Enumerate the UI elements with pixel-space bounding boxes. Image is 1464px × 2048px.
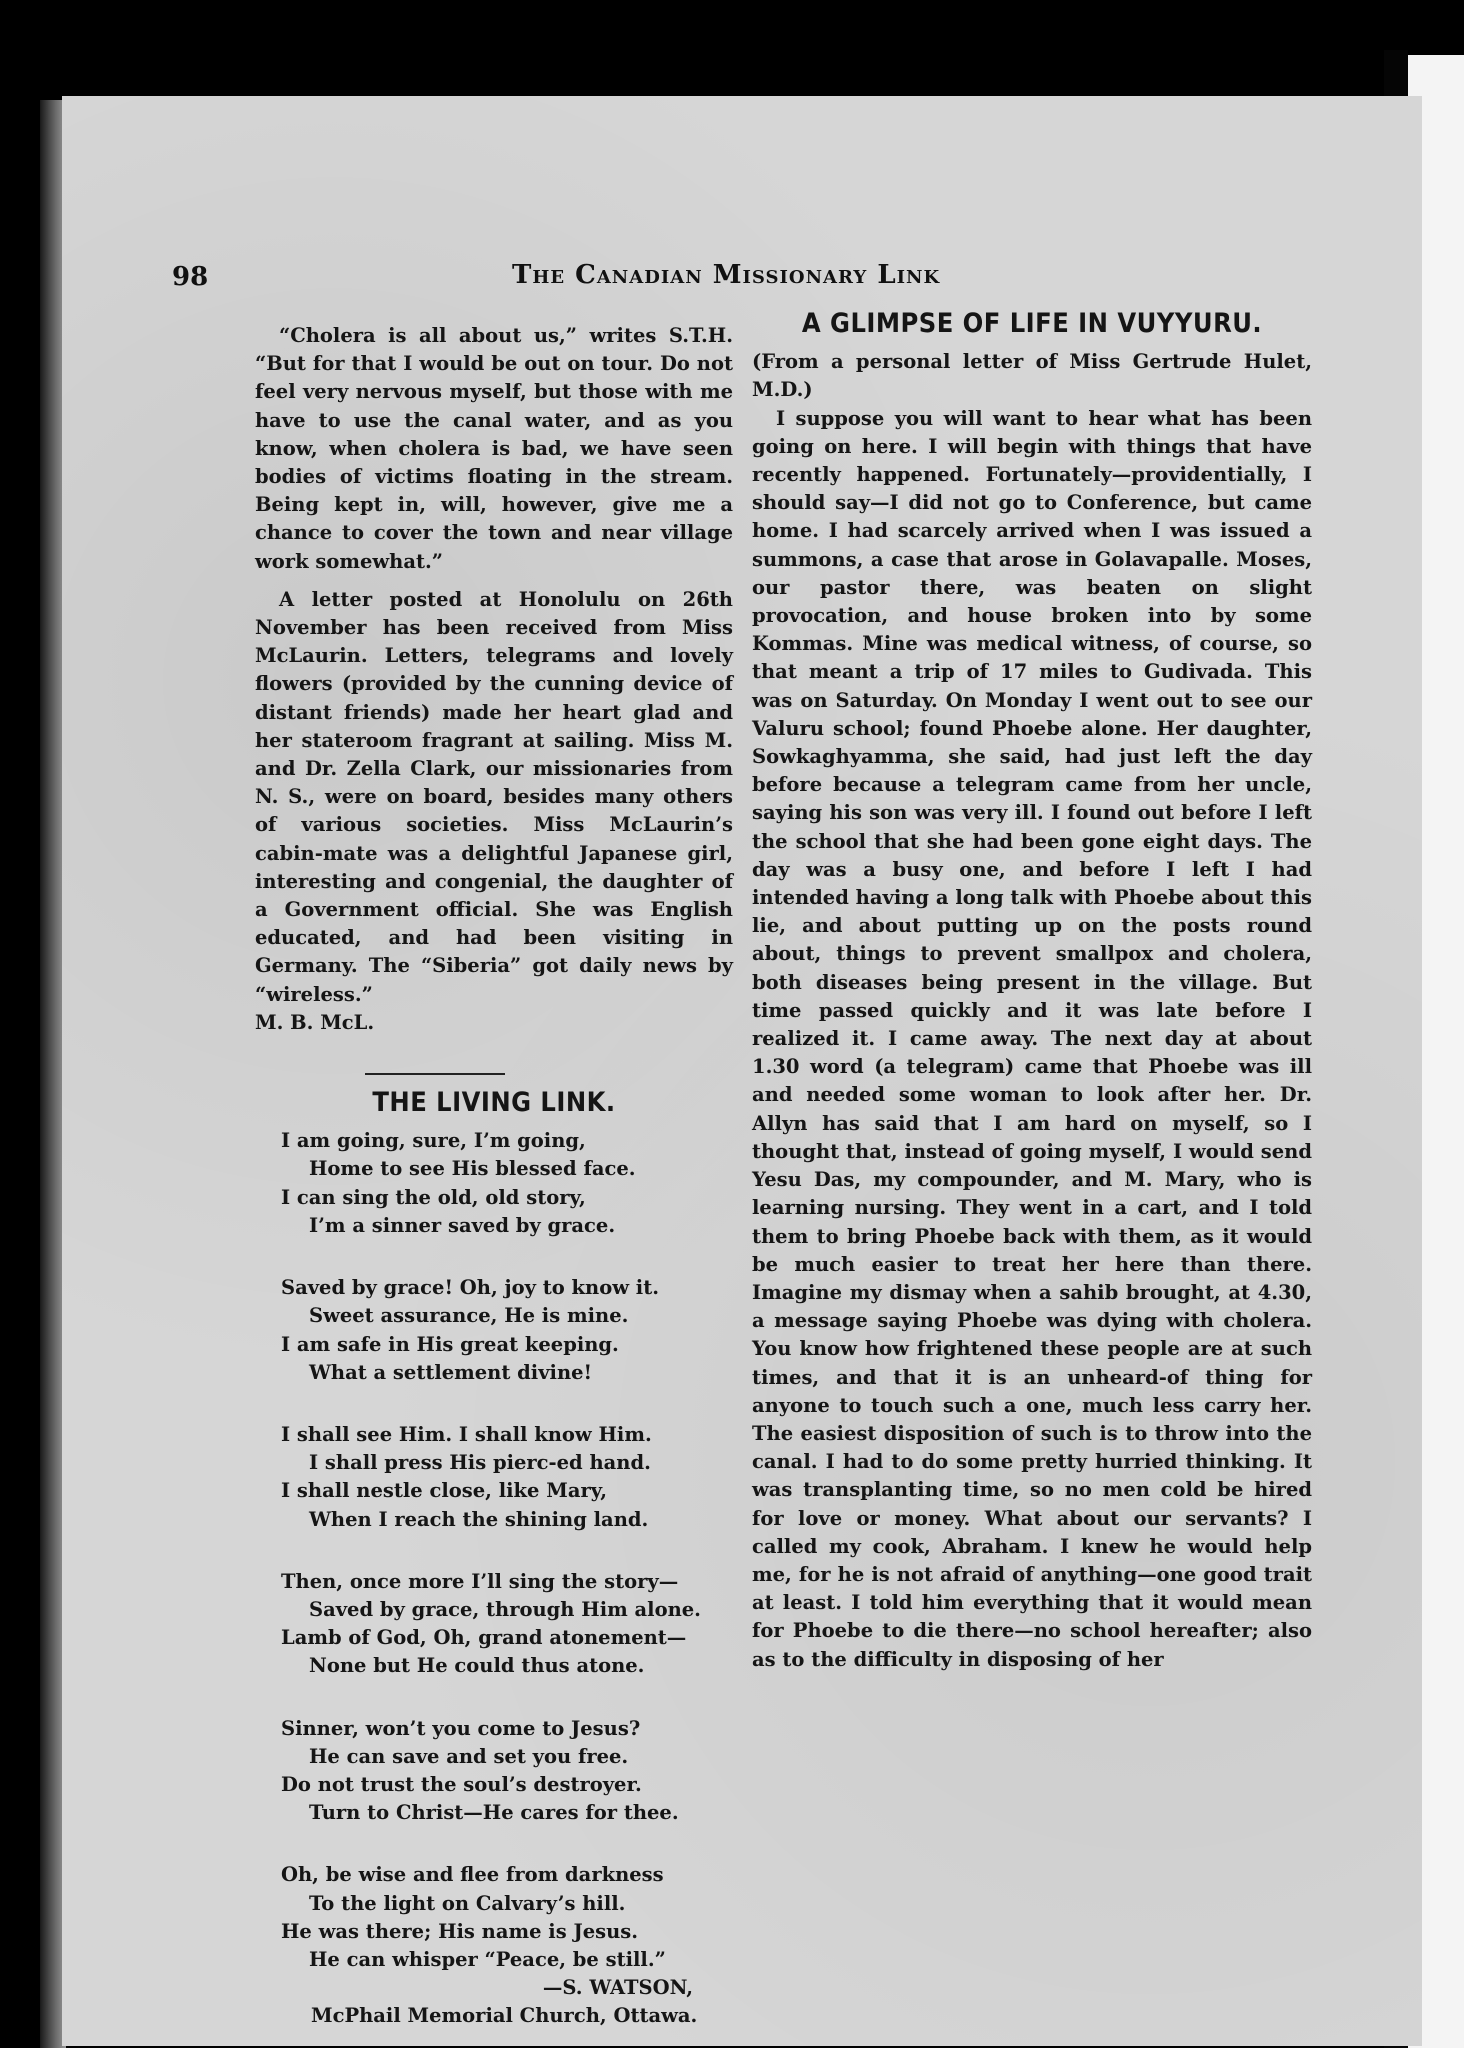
poem-stanza — [281, 1274, 733, 1387]
poem-line: Sinner, won’t you come to Jesus? — [281, 1716, 641, 1740]
poem-line: Home to see His blessed face. — [309, 1157, 636, 1181]
poem-stanza — [281, 1568, 733, 1681]
poem-line: I am going, sure, I’m going, — [281, 1129, 586, 1153]
article-title: A GLIMPSE OF LIFE IN VUYYURU. — [801, 308, 1263, 339]
poem-line: Saved by grace! Oh, joy to know it. — [281, 1276, 660, 1300]
poem-line: What a settlement divine! — [309, 1360, 593, 1384]
poem-line: Oh, be wise and flee from darkness — [281, 1863, 664, 1887]
poem-line: He can whisper “Peace, be still.” — [309, 1947, 666, 1971]
poem-line: I can sing the old, old story, — [281, 1185, 586, 1209]
poem-line: Turn to Christ—He cares for thee. — [309, 1801, 679, 1825]
poem-stanza — [281, 1861, 733, 1974]
poem-line: Then, once more I’ll sing the story— — [281, 1569, 679, 1593]
poem-line: I shall nestle close, like Mary, — [281, 1479, 607, 1503]
poem-line: He was there; His name is Jesus. — [281, 1919, 639, 1943]
running-head: The Canadian Missionary Link — [512, 260, 941, 290]
poem-title: THE LIVING LINK. — [372, 1087, 616, 1119]
poem-line: When I reach the shining land. — [309, 1507, 649, 1531]
poem-line: I shall press His pierc-ed hand. — [309, 1451, 651, 1475]
poem-line: I shall see Him. I shall know Him. — [281, 1422, 652, 1446]
poem-line: Sweet assurance, He is mine. — [309, 1304, 629, 1328]
article-body: I suppose you will want to hear what has been going on here. I will begin with things that have recently happened. Fortunately—providentially, I should say—I did not go to Conference, but came home. I had scarcely arrived when I was issued a summons, a case that arose in Golavapalle. Moses, our pastor there, was beaten on slight provocation, and house broken into by some Kommas. Mine was medical witness, of course, so that meant a trip of 17 miles to Gudivada. This was on Saturday. On Monday I went out to see our Valuru school; found Phoebe alone. Her daughter, Sowkaghyamma, she said, had just left the day before because a telegram came from her uncle, saying his son was very ill. I found out before I left the school that she had been gone eight days. The day was a busy one, and before I left I had intended having a long talk with Phoebe about this lie, and about putting up on the posts round about, things to prevent smallpox and cholera, both diseases being present in the village. But time passed quickly and it was late before I realized it. I came away. The next day at about 1.30 word (a telegram) came that Phoebe was ill and needed some woman to look after her. Dr. Allyn has said that I am hard on myself, so I thought that, instead of going myself, I would send Yesu Das, my compounder, and M. Mary, who is learning nursing. They went in a cart, and I told them to bring Phoebe back with them, as it would be much easier to treat her here than there. Imagine my dismay when a sahib brought, at 4.30, a message saying Phoebe was dying with cholera. You know how frightened these people are at such times, and that it is an unheard-of thing for anyone to touch such a one, much less carry her. The easiest disposition of such is to throw into the canal. I had to do some pretty hurried thinking. It was transplanting time, so no men cold be hired for love or money. What about our servants? I called my cook, Abraham. I knew he would help me, for he is not afraid of anything—one good trait at least. I told him everything that it would mean for Phoebe to die there—no school hereafter; also as to the difficulty in disposing of her — [752, 406, 1312, 1671]
poem-line: Do not trust the soul’s destroyer. — [281, 1772, 642, 1796]
article-subtitle: (From a personal letter of Miss Gertrude Hulet, M.D.) — [752, 350, 1312, 402]
poem-line: I am safe in His great keeping. — [281, 1332, 619, 1356]
poem-stanza — [281, 1421, 733, 1534]
poem-stanza — [281, 1127, 733, 1240]
poem-line: I’m a sinner saved by grace. — [309, 1213, 616, 1237]
poem-line: He can save and set you free. — [309, 1744, 629, 1768]
signature: M. B. McL. — [255, 1010, 375, 1034]
paragraph-honolulu: A letter posted at Honolulu on 26th November has been received from Miss McLaurin. Letters, telegrams and lovely flowers (provided by the cunning device of distant friends) made her heart glad and her stateroom fragrant at sailing. Miss M. and Dr. Zella Clark, our missionaries from N. S., were on board, besides many others of various societies. Miss McLaurin’s cabin-mate was a delightful Japanese girl, interesting and congenial, the daughter of a Government official. She was English educated, and had been visiting in Germany. The “Siberia” got daily news by “wireless.” — [255, 587, 733, 1006]
poem-line: Saved by grace, through Him alone. — [309, 1597, 701, 1621]
page-number: 98 — [172, 262, 209, 292]
poem-stanza — [281, 1715, 733, 1828]
section-divider — [365, 1073, 505, 1075]
page-header — [172, 258, 1342, 302]
poem-line: To the light on Calvary’s hill. — [309, 1891, 626, 1915]
paragraph-cholera: “Cholera is all about us,” writes S.T.H. “But for that I would be out on tour. Do not feel very nervous myself, but those with me have to use the canal water, and as you know, when cholera is bad, we have seen bodies of victims floating in the stream. Being kept in, will, however, give me a chance to cover the town and near village work somewhat.” — [255, 324, 733, 573]
left-column — [255, 322, 733, 2031]
poem-church: McPhail Memorial Church, Ottawa. — [311, 2004, 698, 2028]
poem-author: —S. WATSON, — [542, 1976, 693, 2000]
poem-line: None but He could thus atone. — [309, 1654, 645, 1678]
right-column — [752, 310, 1312, 1674]
poem-line: Lamb of God, Oh, grand atonement— — [281, 1626, 687, 1650]
